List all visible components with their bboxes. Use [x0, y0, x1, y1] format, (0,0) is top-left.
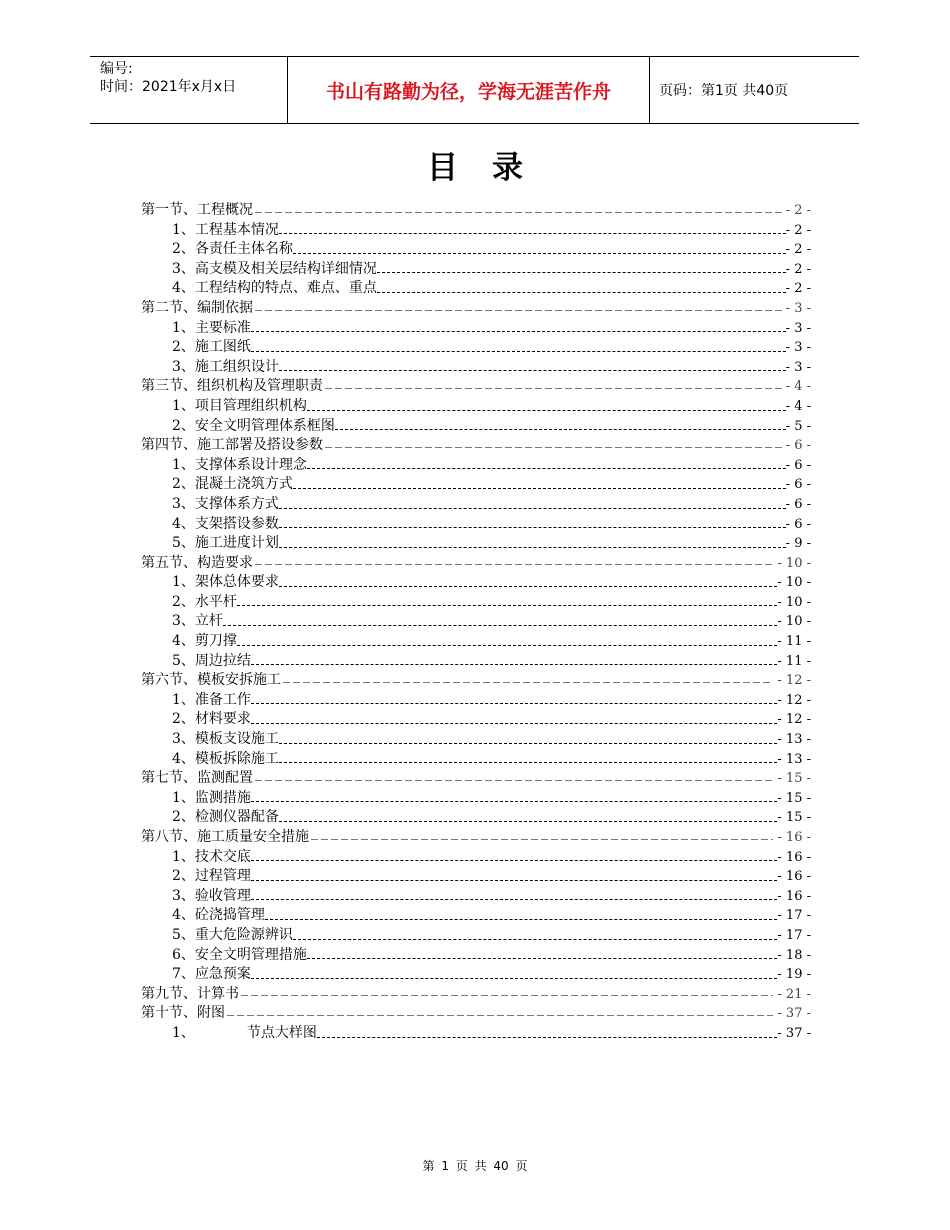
- toc-dot-leader: [279, 808, 777, 828]
- toc-subsection-entry[interactable]: [141, 612, 811, 632]
- toc-dot-leader: [307, 456, 786, 476]
- toc-page-number: - 12 -: [777, 712, 811, 728]
- toc-dot-leader: [279, 515, 786, 535]
- toc-dot-leader: [253, 299, 784, 319]
- toc-subsection-entry[interactable]: [141, 279, 811, 299]
- toc-entry-title: 3、模板支设施工: [172, 731, 279, 748]
- toc-subsection-entry[interactable]: [141, 652, 811, 672]
- toc-page-number: - 4 -: [785, 379, 811, 395]
- toc-subsection-entry[interactable]: [141, 319, 811, 339]
- toc-entry-title: 3、高支模及相关层结构详细情况: [172, 260, 377, 277]
- toc-dot-leader: [251, 867, 777, 887]
- toc-entry-title: 节点大样图: [246, 1024, 317, 1041]
- toc-dot-leader: [251, 789, 777, 809]
- toc-entry-title: 第七节、监测配置: [141, 770, 253, 787]
- toc-entry-title: 1、技术交底: [172, 848, 251, 865]
- toc-dot-leader: [307, 397, 786, 417]
- toc-page-number: - 16 -: [777, 849, 811, 865]
- toc-page-number: - 2 -: [785, 261, 811, 277]
- toc-subsection-entry[interactable]: [141, 593, 811, 613]
- toc-page-number: - 16 -: [777, 888, 811, 904]
- toc-subsection-entry[interactable]: [141, 515, 811, 535]
- toc-subsection-entry[interactable]: [141, 397, 811, 417]
- table-of-contents: [141, 201, 811, 1044]
- toc-section-entry[interactable]: [141, 554, 811, 574]
- toc-dot-leader: [279, 221, 786, 241]
- toc-subsection-entry[interactable]: [141, 573, 811, 593]
- toc-dot-leader: [279, 358, 786, 378]
- toc-entry-title: 5、重大危险源辨识: [172, 926, 293, 943]
- toc-dot-leader: [265, 906, 777, 926]
- toc-page-number: - 37 -: [777, 1006, 811, 1022]
- toc-entry-title: 5、周边拉结: [172, 652, 251, 669]
- toc-subsection-entry[interactable]: [141, 475, 811, 495]
- header-number-label: 编号:: [100, 61, 133, 77]
- toc-page-number: - 16 -: [777, 869, 811, 885]
- toc-page-number: - 3 -: [785, 300, 811, 316]
- toc-dot-leader: [251, 965, 777, 985]
- toc-subsection-entry[interactable]: [141, 240, 811, 260]
- toc-subsection-entry[interactable]: [141, 358, 811, 378]
- toc-entry-title: 第五节、构造要求: [141, 554, 253, 571]
- toc-entry-title: 1、准备工作: [172, 691, 251, 708]
- toc-subsection-entry[interactable]: [141, 1024, 811, 1044]
- toc-dot-leader: [335, 417, 786, 437]
- toc-entry-title: 1、工程基本情况: [172, 221, 279, 238]
- toc-dot-leader: [293, 926, 777, 946]
- toc-dot-leader: [377, 279, 786, 299]
- toc-dot-leader: [309, 828, 775, 848]
- toc-dot-leader: [377, 260, 786, 280]
- toc-page-number: - 10 -: [777, 594, 811, 610]
- toc-subsection-entry[interactable]: [141, 221, 811, 241]
- toc-page-number: - 6 -: [785, 438, 811, 454]
- toc-dot-leader: [279, 534, 786, 554]
- toc-dot-leader: [251, 887, 777, 907]
- toc-entry-title: 1、架体总体要求: [172, 574, 279, 591]
- toc-page-number: - 10 -: [777, 575, 811, 591]
- toc-page-number: - 5 -: [785, 418, 811, 434]
- toc-entry-title: 第三节、组织机构及管理职责: [141, 378, 323, 395]
- toc-subsection-entry[interactable]: [141, 417, 811, 437]
- toc-entry-title: 3、验收管理: [172, 887, 251, 904]
- toc-page-number: - 12 -: [777, 673, 811, 689]
- toc-subsection-entry[interactable]: [141, 632, 811, 652]
- header-motto: 书山有路勤为径，学海无涯苦作舟: [287, 57, 650, 123]
- toc-entry-title: 1、监测措施: [172, 789, 251, 806]
- toc-page-number: - 9 -: [785, 536, 811, 552]
- toc-dot-leader: [251, 691, 777, 711]
- toc-entry-title: 2、过程管理: [172, 868, 251, 885]
- toc-dot-leader: [223, 612, 777, 632]
- toc-dot-leader: [253, 769, 775, 789]
- toc-page-number: - 19 -: [777, 967, 811, 983]
- toc-subsection-entry[interactable]: [141, 730, 811, 750]
- toc-section-entry[interactable]: [141, 985, 811, 1005]
- toc-page-number: - 11 -: [777, 653, 811, 669]
- toc-dot-leader: [251, 319, 786, 339]
- toc-dot-leader: [237, 632, 777, 652]
- toc-subsection-entry[interactable]: [141, 808, 811, 828]
- toc-dot-leader: [293, 240, 786, 260]
- toc-section-entry[interactable]: [141, 377, 811, 397]
- toc-page-number: - 21 -: [777, 986, 811, 1002]
- toc-section-entry[interactable]: [141, 1004, 811, 1024]
- toc-subsection-entry[interactable]: [141, 789, 811, 809]
- toc-page-number: - 2 -: [785, 281, 811, 297]
- toc-page-number: - 6 -: [785, 457, 811, 473]
- toc-subsection-entry[interactable]: [141, 965, 811, 985]
- toc-page-number: - 2 -: [785, 203, 811, 218]
- toc-page-number: - 12 -: [777, 692, 811, 708]
- toc-page-number: - 3 -: [785, 359, 811, 375]
- toc-entry-title: 第四节、施工部署及搭设参数: [141, 437, 323, 454]
- toc-dot-leader: [281, 671, 775, 691]
- toc-dot-leader: [279, 573, 777, 593]
- toc-entry-title: 第六节、模板安拆施工: [141, 672, 281, 689]
- toc-page-number: - 2 -: [785, 242, 811, 258]
- toc-dot-leader: [251, 710, 777, 730]
- toc-page-number: - 6 -: [785, 477, 811, 493]
- toc-entry-title: 3、施工组织设计: [172, 358, 279, 375]
- toc-subsection-entry[interactable]: [141, 260, 811, 280]
- toc-dot-leader: [317, 1024, 777, 1044]
- toc-page-number: - 13 -: [777, 751, 811, 767]
- toc-subsection-entry[interactable]: [141, 867, 811, 887]
- toc-entry-title: 4、支架搭设参数: [172, 515, 279, 532]
- toc-section-entry[interactable]: [141, 436, 811, 456]
- page-title: 目录: [427, 150, 557, 186]
- toc-entry-title: 1、主要标准: [172, 319, 251, 336]
- header-page-info: 页码：第1页 共40页: [659, 83, 789, 99]
- toc-subsection-entry[interactable]: [141, 456, 811, 476]
- toc-subsection-entry[interactable]: [141, 750, 811, 770]
- toc-page-number: - 16 -: [777, 830, 811, 845]
- toc-entry-title: 1、支撑体系设计理念: [172, 456, 307, 473]
- toc-dot-leader: [251, 338, 786, 358]
- toc-entry-title: 2、各责任主体名称: [172, 241, 293, 258]
- toc-section-entry[interactable]: [141, 201, 811, 221]
- document-header: [90, 56, 859, 124]
- toc-entry-title: 2、施工图纸: [172, 339, 251, 356]
- toc-entry-title: 1、项目管理组织机构: [172, 397, 307, 414]
- toc-dot-leader: [239, 985, 775, 1005]
- toc-subsection-entry[interactable]: [141, 906, 811, 926]
- toc-entry-title: 7、应急预案: [172, 966, 251, 983]
- toc-entry-title: 第八节、施工质量安全措施: [141, 829, 309, 845]
- toc-entry-title: 4、剪刀撑: [172, 633, 237, 650]
- toc-page-number: - 15 -: [777, 810, 811, 826]
- toc-section-entry[interactable]: [141, 671, 811, 691]
- toc-section-entry[interactable]: [141, 299, 811, 319]
- toc-subsection-entry[interactable]: [141, 534, 811, 554]
- toc-entry-title: 第十节、附图: [141, 1005, 225, 1022]
- toc-subsection-entry[interactable]: [141, 926, 811, 946]
- toc-subsection-entry[interactable]: [141, 710, 811, 730]
- toc-subsection-entry[interactable]: [141, 887, 811, 907]
- toc-dot-leader: [237, 593, 777, 613]
- toc-entry-title: 4、工程结构的特点、难点、重点: [172, 280, 377, 297]
- toc-subsection-entry[interactable]: [141, 338, 811, 358]
- header-meta: [90, 57, 287, 123]
- toc-page-number: - 3 -: [785, 340, 811, 356]
- toc-dot-leader: [307, 946, 777, 966]
- toc-dot-leader: [251, 848, 777, 868]
- toc-page-number: - 15 -: [777, 771, 811, 787]
- toc-entry-title: 4、模板拆除施工: [172, 750, 279, 767]
- toc-subsection-entry[interactable]: [141, 691, 811, 711]
- toc-page-number: - 17 -: [777, 927, 811, 943]
- toc-page-number: - 4 -: [785, 398, 811, 414]
- toc-dot-leader: [323, 436, 784, 456]
- toc-dot-leader: [279, 495, 786, 515]
- toc-entry-title: 3、立杆: [172, 613, 223, 630]
- toc-entry-title: 2、检测仪器配备: [172, 809, 279, 826]
- toc-entry-title: 3、支撑体系方式: [172, 495, 279, 512]
- toc-subsection-entry[interactable]: [141, 495, 811, 515]
- toc-page-number: - 17 -: [777, 908, 811, 924]
- toc-page-number: - 3 -: [785, 320, 811, 336]
- toc-dot-leader: [251, 652, 777, 672]
- toc-dot-leader: [279, 730, 777, 750]
- toc-page-number: - 13 -: [777, 732, 811, 748]
- page-footer: 第 1 页 共 40 页: [422, 1159, 528, 1173]
- toc-dot-leader: [323, 377, 784, 397]
- toc-page-number: - 15 -: [777, 790, 811, 806]
- toc-entry-title: 2、材料要求: [172, 711, 251, 728]
- toc-section-entry[interactable]: [141, 769, 811, 789]
- toc-dot-leader: [279, 750, 777, 770]
- toc-page-number: - 37 -: [777, 1025, 811, 1041]
- toc-entry-title: 6、安全文明管理措施: [172, 946, 307, 963]
- toc-section-entry[interactable]: [141, 828, 811, 848]
- toc-subsection-entry[interactable]: [141, 946, 811, 966]
- toc-entry-title: 4、砼浇捣管理: [172, 907, 265, 924]
- toc-entry-title: 2、水平杆: [172, 593, 237, 610]
- header-time-label: 时间：2021年x月x日: [100, 79, 237, 95]
- toc-subsection-entry[interactable]: [141, 848, 811, 868]
- toc-entry-title: 第二节、编制依据: [141, 299, 253, 316]
- toc-entry-title: 2、混凝土浇筑方式: [172, 476, 293, 493]
- toc-entry-title: 5、施工进度计划: [172, 535, 279, 552]
- toc-page-number: - 6 -: [785, 496, 811, 512]
- toc-entry-title: 第一节、工程概况: [141, 202, 253, 218]
- toc-entry-number: 1、: [172, 1024, 195, 1041]
- toc-dot-leader: [293, 475, 786, 495]
- toc-page-number: - 2 -: [785, 222, 811, 238]
- toc-entry-title: 2、安全文明管理体系框图: [172, 417, 335, 434]
- toc-page-number: - 10 -: [777, 555, 811, 571]
- toc-page-number: - 10 -: [777, 614, 811, 630]
- toc-entry-title: 第九节、计算书: [141, 985, 239, 1002]
- toc-dot-leader: [253, 201, 784, 221]
- toc-dot-leader: [253, 554, 775, 574]
- toc-page-number: - 18 -: [777, 947, 811, 963]
- toc-dot-leader: [225, 1004, 775, 1024]
- toc-page-number: - 11 -: [777, 634, 811, 650]
- toc-page-number: - 6 -: [785, 516, 811, 532]
